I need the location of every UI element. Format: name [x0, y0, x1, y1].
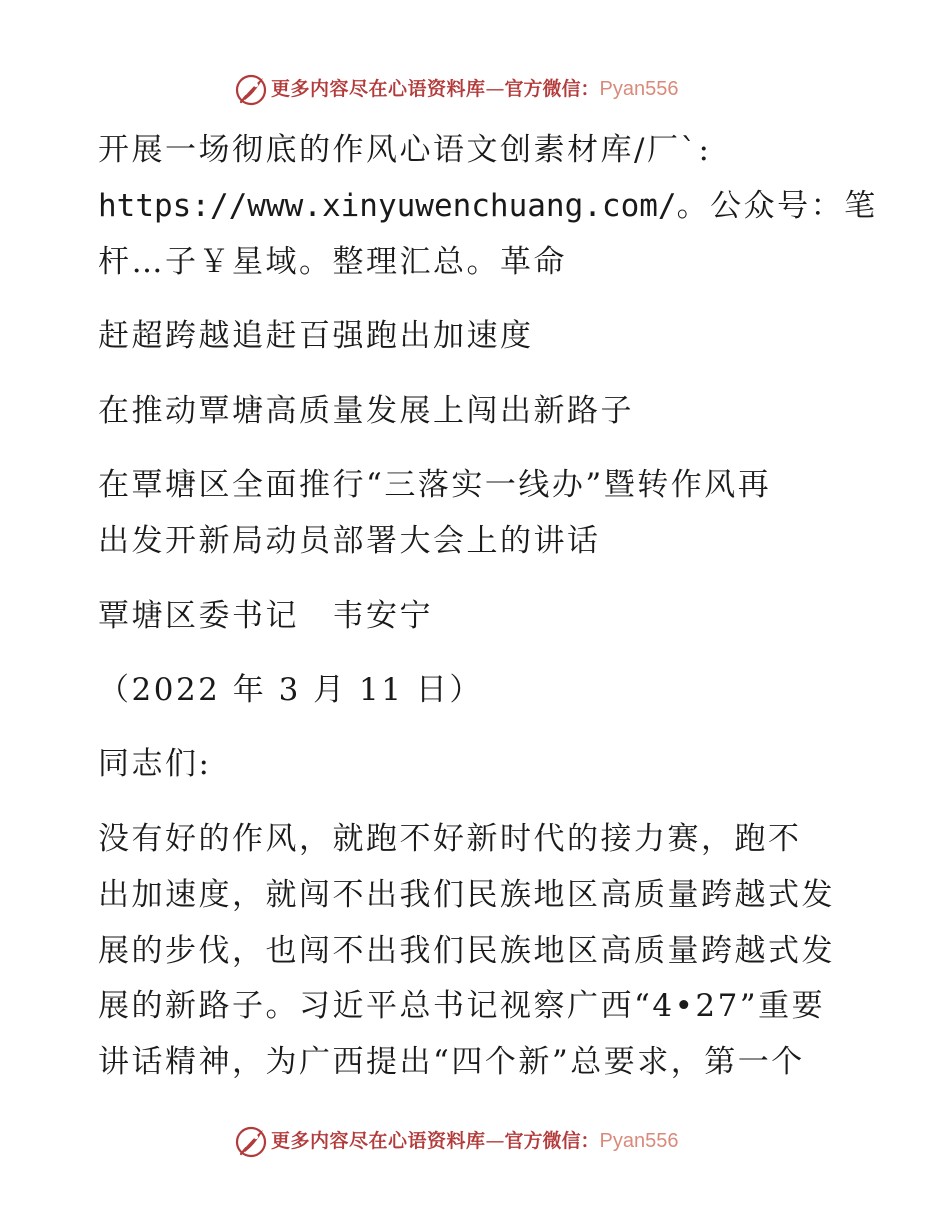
- salutation-line: 同志们:: [98, 746, 212, 782]
- banner-official-label: 官方微信：: [504, 1130, 600, 1152]
- banner-wechat-id: Pyan556: [599, 1130, 679, 1152]
- banner-dash: —: [485, 1130, 505, 1152]
- quill-pen-logo-icon: [233, 1124, 269, 1160]
- footer-banner: [0, 1122, 950, 1162]
- heading-line-1: 赶超跨越追赶百强跑出加速度: [98, 318, 534, 354]
- body-line-2: 出加速度，就闯不出我们民族地区高质量跨越式发: [98, 877, 835, 913]
- date-line: （2022 年 3 月 11 日）: [98, 672, 483, 708]
- text-line-1: 开展一场彻底的作风心语文创素材库/厂`:: [98, 132, 712, 168]
- body-line-3: 展的步伐，也闯不出我们民族地区高质量跨越式发: [98, 933, 835, 969]
- header-banner: [0, 70, 950, 110]
- public-account-prefix: 。公众号：笔: [676, 188, 878, 224]
- quill-pen-logo-icon: [233, 72, 269, 108]
- heading-line-4: 出发开新局动员部署大会上的讲话: [98, 523, 601, 559]
- text-line-3: 杆…子￥星域。整理汇总。革命: [98, 244, 567, 280]
- body-line-5: 讲话精神，为广西提出“四个新”总要求，第一个: [98, 1044, 805, 1080]
- text-line-2: [98, 184, 878, 228]
- banner-wechat-id: Pyan556: [599, 78, 679, 100]
- body-line-1: 没有好的作风，就跑不好新时代的接力赛，跑不: [98, 821, 802, 857]
- heading-line-2: 在推动覃塘高质量发展上闯出新路子: [98, 393, 634, 429]
- body-line-4: 展的新路子。习近平总书记视察广西“4•27”重要: [98, 988, 826, 1024]
- author-line: 覃塘区委书记 韦安宁: [98, 598, 433, 634]
- banner-text: [271, 1129, 679, 1153]
- banner-lead-text: 更多内容尽在心语资料库: [271, 1130, 486, 1152]
- heading-line-3: 在覃塘区全面推行“三落实一线办”暨转作风再: [98, 467, 772, 503]
- website-url: https://www.xinyuwenchuang.com/: [98, 188, 677, 224]
- banner-lead-text: 更多内容尽在心语资料库: [271, 78, 486, 100]
- banner-dash: —: [485, 78, 505, 100]
- banner-text: [271, 77, 679, 101]
- banner-official-label: 官方微信：: [504, 78, 600, 100]
